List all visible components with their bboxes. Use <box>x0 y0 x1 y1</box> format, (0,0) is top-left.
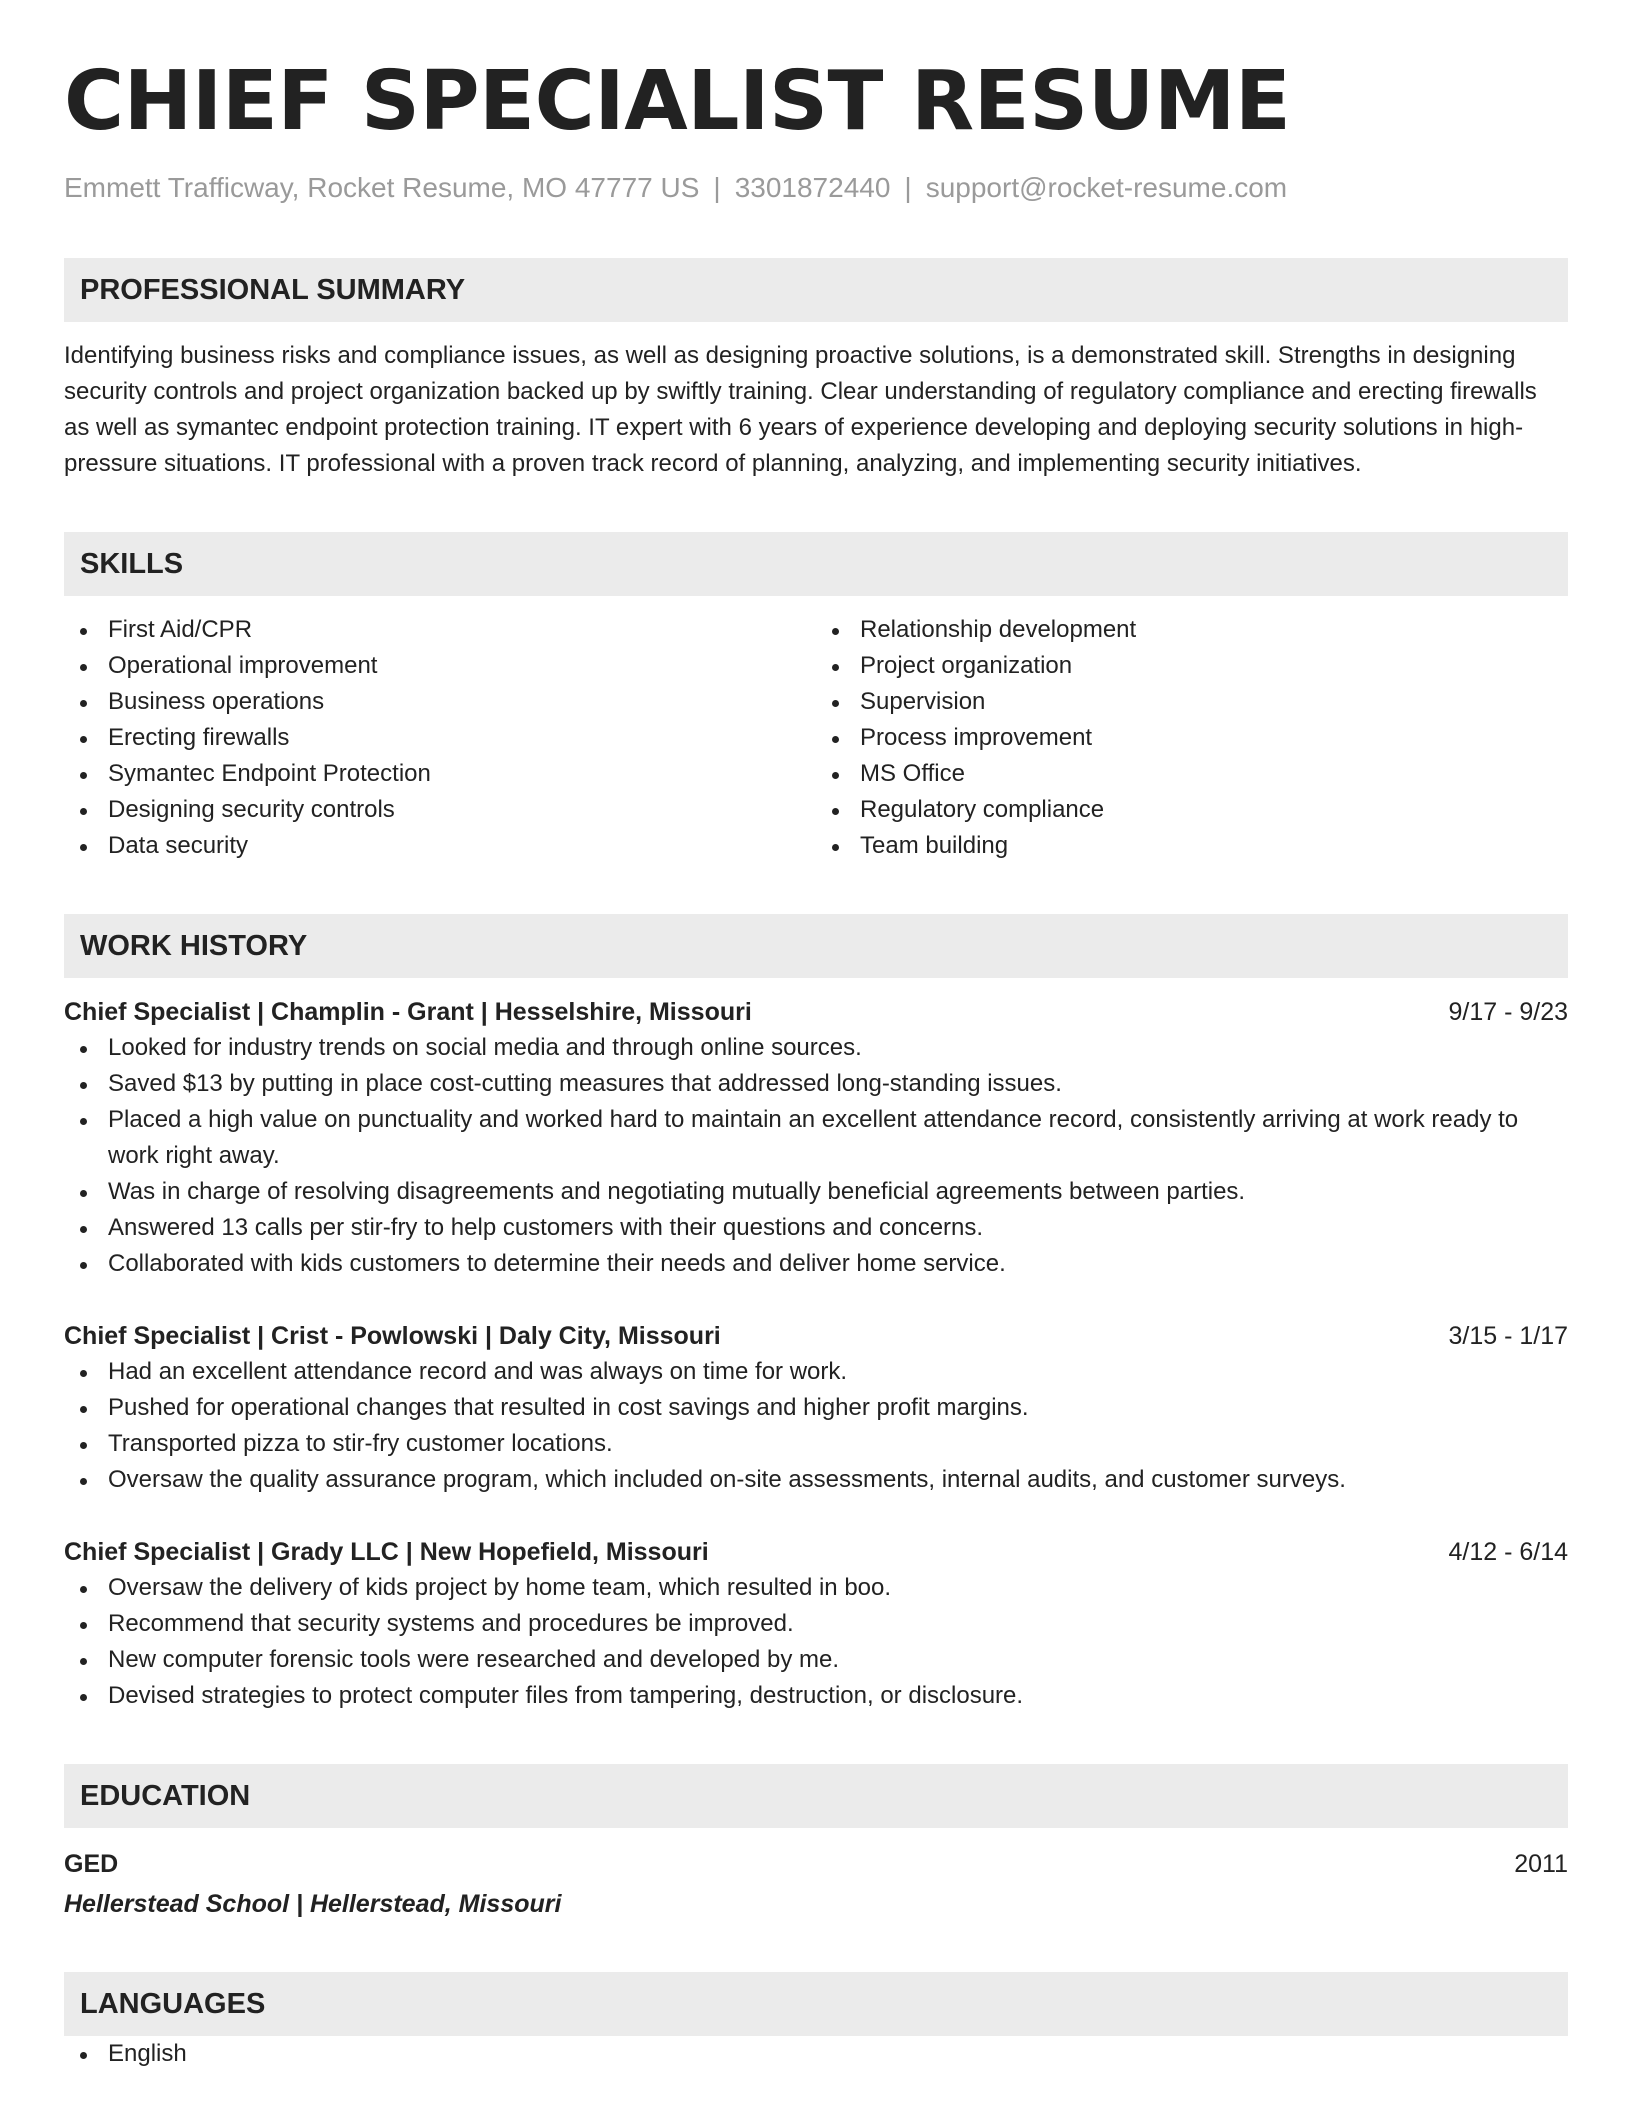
education-header <box>64 1846 1568 1882</box>
job-role: Chief Specialist | Champlin - Grant | Hesselshire, Missouri <box>64 998 752 1026</box>
job-bullets <box>64 1354 1568 1498</box>
section-heading-summary: PROFESSIONAL SUMMARY <box>64 258 1568 322</box>
skill-item: First Aid/CPR <box>64 612 816 648</box>
skill-item: Data security <box>64 828 816 864</box>
education-year: 2011 <box>1514 1850 1568 1878</box>
skill-item: Business operations <box>64 684 816 720</box>
job-dates: 4/12 - 6/14 <box>1448 1538 1568 1566</box>
section-heading-education: EDUCATION <box>64 1764 1568 1828</box>
skill-item: Designing security controls <box>64 792 816 828</box>
skills-list-left <box>64 612 816 864</box>
job-role: Chief Specialist | Grady LLC | New Hopefield, Missouri <box>64 1538 709 1566</box>
contact-email: support@rocket-resume.com <box>925 172 1288 203</box>
job-bullet: Answered 13 calls per stir-fry to help customers with their questions and concerns. <box>64 1210 1568 1246</box>
job-bullet: Devised strategies to protect computer files from tampering, destruction, or disclosure. <box>64 1678 1568 1714</box>
section-heading-work: WORK HISTORY <box>64 914 1568 978</box>
contact-separator: | <box>713 172 721 203</box>
job-bullet: Recommend that security systems and procedures be improved. <box>64 1606 1568 1642</box>
skill-item: Operational improvement <box>64 648 816 684</box>
job-dates: 3/15 - 1/17 <box>1448 1322 1568 1350</box>
section-heading-languages: LANGUAGES <box>64 1972 1568 2036</box>
job-bullets <box>64 1030 1568 1282</box>
job-dates: 9/17 - 9/23 <box>1448 998 1568 1026</box>
job-bullet: Looked for industry trends on social media and through online sources. <box>64 1030 1568 1066</box>
job-bullet: Placed a high value on punctuality and worked hard to maintain an excellent attendance record, consistently arriving at work ready to work right away. <box>64 1102 1568 1174</box>
skill-item: Process improvement <box>816 720 1568 756</box>
job-bullet: Oversaw the delivery of kids project by home team, which resulted in boo. <box>64 1570 1568 1606</box>
skill-item: Relationship development <box>816 612 1568 648</box>
job-header <box>64 1534 1568 1570</box>
contact-separator: | <box>904 172 912 203</box>
job-entry <box>64 1318 1568 1498</box>
job-header <box>64 994 1568 1030</box>
job-bullet: Had an excellent attendance record and was always on time for work. <box>64 1354 1568 1390</box>
contact-address: Emmett Trafficway, Rocket Resume, MO 47777 US <box>64 172 700 203</box>
language-item: English <box>64 2036 1568 2072</box>
skill-item: Regulatory compliance <box>816 792 1568 828</box>
skill-item: Symantec Endpoint Protection <box>64 756 816 792</box>
job-role: Chief Specialist | Crist - Powlowski | Daly City, Missouri <box>64 1322 721 1350</box>
skills-columns <box>64 612 1568 864</box>
job-bullets <box>64 1570 1568 1714</box>
job-bullet: Saved $13 by putting in place cost-cutting measures that addressed long-standing issues. <box>64 1066 1568 1102</box>
skill-item: Erecting firewalls <box>64 720 816 756</box>
education-degree: GED <box>64 1850 119 1878</box>
job-bullet: Collaborated with kids customers to determine their needs and deliver home service. <box>64 1246 1568 1282</box>
job-bullet: New computer forensic tools were researched and developed by me. <box>64 1642 1568 1678</box>
job-bullet: Was in charge of resolving disagreements and negotiating mutually beneficial agreements between parties. <box>64 1174 1568 1210</box>
contact-phone: 3301872440 <box>734 172 891 203</box>
skill-item: Supervision <box>816 684 1568 720</box>
job-bullet: Oversaw the quality assurance program, which included on-site assessments, internal audits, and customer surveys. <box>64 1462 1568 1498</box>
summary-text: Identifying business risks and compliance issues, as well as designing proactive solutions, is a demonstrated skill. Strengths in designing security controls and project organization backed up by swiftly training. Clear understanding of regulatory compliance and erecting firewalls as well as symantec endpoint protection training. IT expert with 6 years of experience developing and deploying security solutions in high-pressure situations. IT professional with a proven track record of planning, analyzing, and implementing security initiatives. <box>64 342 1537 477</box>
job-bullet: Pushed for operational changes that resulted in cost savings and higher profit margins. <box>64 1390 1568 1426</box>
section-heading-skills: SKILLS <box>64 532 1568 596</box>
skill-item: MS Office <box>816 756 1568 792</box>
resume-title: CHIEF SPECIALIST RESUME <box>64 54 1291 149</box>
contact-line <box>64 170 1568 206</box>
job-bullet: Transported pizza to stir-fry customer locations. <box>64 1426 1568 1462</box>
job-header <box>64 1318 1568 1354</box>
languages-list <box>64 2036 1568 2072</box>
education-school: Hellerstead School | Hellerstead, Missouri <box>64 1890 562 1918</box>
skill-item: Team building <box>816 828 1568 864</box>
skill-item: Project organization <box>816 648 1568 684</box>
job-entry <box>64 994 1568 1282</box>
skills-list-right <box>816 612 1568 864</box>
job-entry <box>64 1534 1568 1714</box>
